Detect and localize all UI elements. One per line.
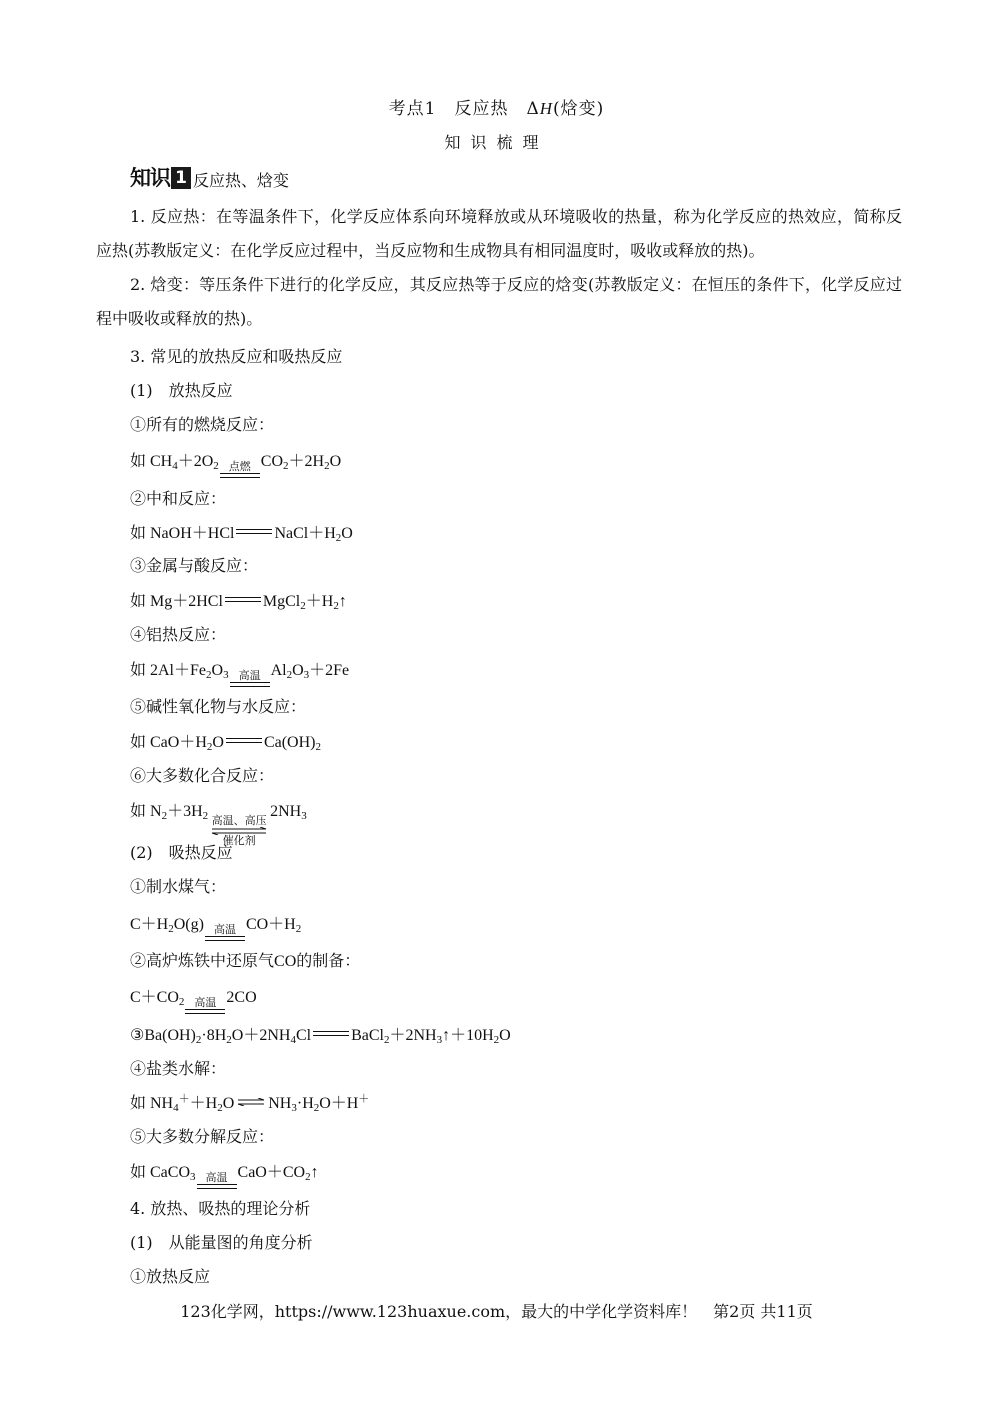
endo-item-decomposition: ⑤大多数分解反应： (130, 1127, 275, 1146)
section-subtitle: 知识梳理 (444, 133, 549, 152)
section-title: 考点1 反应热 ΔH(焓变) (388, 99, 605, 119)
reversible-arrow-icon (236, 1098, 266, 1106)
equation-metal-acid: 如 Mg＋2HCl $MgCl_2+H_2↑$ (130, 593, 347, 612)
exothermic-heading: (1) 放热反应 (130, 381, 233, 400)
equation-cao-water: 如 $CaO+H_2O$ $Ca(OH)_2$ (130, 734, 321, 753)
equation-hydrolysis: 如 $NH_4^++H_2O$ $NH_3\cdot H_2O+H^+$ (130, 1093, 370, 1114)
exo-item-metal-acid: ③金属与酸反应： (130, 556, 259, 575)
equation-methane-combustion: 如 $CH_4+2O_2$ 点燃 $CO_2+2H_2O$ (130, 448, 341, 478)
equation-water-gas: $C+H_2O(g)$ 高温 $CO+H_2$ (130, 911, 301, 941)
equation-neutralization: 如 NaOH＋HCl $NaCl+H_2O$ (130, 525, 353, 544)
analysis-exothermic: ①放热反应 (130, 1267, 211, 1286)
exo-item-neutralization: ②中和反应： (130, 489, 227, 508)
analysis-energy-diagram: (1) 从能量图的角度分析 (130, 1233, 313, 1252)
endo-item-blast-furnace: ②高炉炼铁中还原气CO的制备： (130, 951, 361, 970)
exo-item-combustion: ①所有的燃烧反应： (130, 415, 275, 434)
knowledge-badge (130, 162, 289, 192)
equation-thermite: 如 $2Al+Fe_2O_3$ 高温 $Al_2O_3+2Fe$ (130, 657, 349, 687)
condition-ignite: 点燃 (220, 461, 260, 478)
condition-high-temp: 高温 (230, 670, 270, 687)
page-footer: 123化学网，https://www.123huaxue.com，最大的中学化学资料库！ 第2页 共11页 (180, 1302, 813, 1321)
knowledge-label: 反应热、焓变 (193, 171, 290, 190)
knowledge-badge-text: 知识 (130, 166, 170, 190)
paragraph-enthalpy-change: 2. 焓变：等压条件下进行的化学反应，其反应热等于反应的焓变(苏教版定义：在恒压的条件下，化学反应过程中吸收或释放的热)。 (96, 275, 902, 328)
exo-item-thermite: ④铝热反应： (130, 625, 227, 644)
endo-item-water-gas: ①制水煤气： (130, 877, 227, 896)
paragraph-reaction-heat: 1. 反应热：在等温条件下，化学反应体系向环境释放或从环境吸收的热量，称为化学反应的热效应，简称反应热(苏教版定义：在化学反应过程中，当反应物和生成物具有相同温度时，吸收或释放的热)。 (96, 207, 902, 260)
reversible-arrow-icon: 高温、高压 催化剂 (211, 814, 267, 847)
paragraph-common-reactions: 3. 常见的放热反应和吸热反应 (130, 347, 343, 366)
exo-item-basic-oxide: ⑤碱性氧化物与水反应： (130, 697, 307, 716)
equation-co-preparation: $C+CO_2$ 高温 2CO (130, 984, 257, 1014)
endo-item-hydrolysis: ④盐类水解： (130, 1059, 227, 1078)
knowledge-badge-number: 1 (171, 167, 191, 189)
analysis-heading: 4. 放热、吸热的理论分析 (130, 1199, 311, 1218)
equation-ammonia-synthesis: 如 $N_2+3H_2$ 高温、高压 催化剂 $2NH_3$ (130, 803, 307, 847)
equation-barium-hydroxide: $③Ba(OH)_2\cdot 8H_2O+2NH_4Cl$ $BaCl_2+2NH_3↑+10H_2O$ (130, 1027, 511, 1046)
equation-caco3-decomposition: 如 CaCO$_3$ 高温 $CaO+CO_2↑$ (130, 1159, 319, 1189)
endothermic-heading: (2) 吸热反应 (130, 843, 233, 862)
exo-item-combination: ⑥大多数化合反应： (130, 766, 275, 785)
